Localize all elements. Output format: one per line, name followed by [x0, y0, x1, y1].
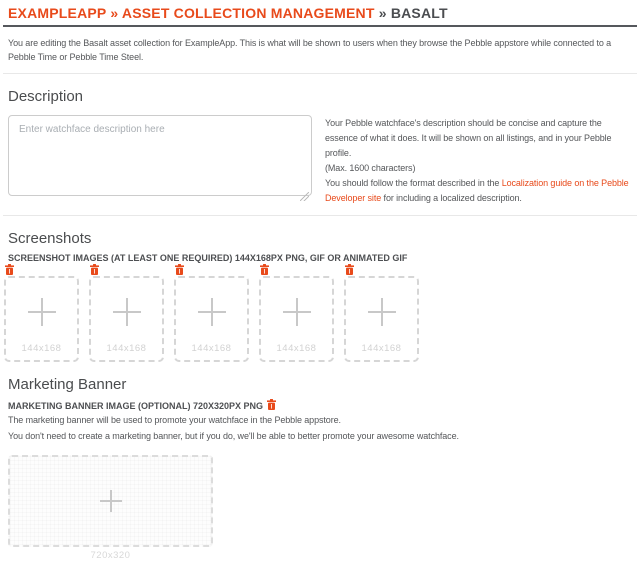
description-heading: Description [8, 88, 84, 105]
trash-icon[interactable] [89, 264, 99, 275]
plus-icon [368, 298, 396, 326]
screenshot-upload-slot[interactable] [259, 276, 334, 362]
slot-size-label: 144x168 [276, 343, 317, 354]
slot-size-label: 144x168 [361, 343, 402, 354]
marketing-banner-upload-slot[interactable] [8, 455, 213, 547]
marketing-banner-text-line1: The marketing banner will be used to promote your watchface in the Pebble appstore. [8, 415, 341, 425]
screenshot-slot [259, 264, 334, 362]
plus-icon [198, 298, 226, 326]
description-help-text: Your Pebble watchface's description should be concise and capture the essence of what it does. It will be shown on all listings, and in your Pebble profile. [325, 118, 612, 158]
screenshot-upload-slot[interactable] [174, 276, 249, 362]
section-divider [3, 73, 637, 74]
plus-icon [113, 298, 141, 326]
description-input[interactable] [8, 115, 312, 196]
intro-text: You are editing the Basalt asset collection for ExampleApp. This is what will be shown to users when they browse the Pebble appstore while connected to a Pebble Time or Pebble Time Steel. [8, 38, 612, 62]
screenshot-slot [344, 264, 419, 362]
marketing-banner-text-line2: You don't need to create a marketing banner, but if you do, we'll be able to better promote your awesome watchface. [8, 431, 459, 441]
plus-icon [28, 298, 56, 326]
screenshot-upload-slot[interactable] [89, 276, 164, 362]
screenshots-heading: Screenshots [8, 230, 92, 247]
screenshot-upload-slot[interactable] [344, 276, 419, 362]
header-rule [3, 25, 637, 27]
slot-size-label: 144x168 [106, 343, 147, 354]
screenshot-upload-slot[interactable] [4, 276, 79, 362]
trash-icon[interactable] [4, 264, 14, 275]
trash-icon[interactable] [344, 264, 354, 275]
marketing-banner-heading: Marketing Banner [8, 376, 127, 393]
breadcrumb [8, 5, 632, 21]
description-help-localization [325, 176, 632, 206]
breadcrumb-current-platform: BASALT [390, 5, 448, 21]
description-help [325, 115, 632, 206]
screenshot-slots [4, 264, 640, 362]
resize-handle-icon[interactable] [300, 192, 309, 201]
section-divider [3, 215, 637, 216]
marketing-banner-field-label [8, 399, 632, 411]
trash-icon[interactable] [267, 399, 276, 410]
help-text-after-link: for including a localized description. [381, 193, 522, 203]
screenshots-field-label: SCREENSHOT IMAGES (AT LEAST ONE REQUIRED) 144X168PX PNG, GIF OR ANIMATED GIF [8, 253, 408, 263]
breadcrumb-separator: » [378, 5, 387, 21]
localization-guide-link[interactable]: Localization guide on the Pebble Developer site [325, 178, 629, 203]
breadcrumb-link-app[interactable]: EXAMPLEAPP [8, 5, 107, 21]
description-input-wrap [8, 115, 312, 206]
asset-collection-page [0, 5, 640, 561]
slot-size-label: 144x168 [191, 343, 232, 354]
plus-icon [283, 298, 311, 326]
screenshot-slot [4, 264, 79, 362]
banner-size-label: 720x320 [90, 550, 131, 561]
trash-icon[interactable] [174, 264, 184, 275]
description-section [8, 115, 632, 206]
help-text-before-link: You should follow the format described in the [325, 178, 502, 188]
trash-icon[interactable] [259, 264, 269, 275]
description-help-max: (Max. 1600 characters) [325, 163, 416, 173]
screenshot-slot [174, 264, 249, 362]
breadcrumb-separator: » [110, 5, 119, 21]
slot-size-label: 144x168 [21, 343, 62, 354]
marketing-banner-label-text: MARKETING BANNER IMAGE (OPTIONAL) 720X320PX PNG [8, 401, 264, 411]
marketing-banner-area [8, 455, 213, 561]
screenshot-slot [89, 264, 164, 362]
plus-icon [100, 490, 122, 512]
breadcrumb-link-asset-collection[interactable]: ASSET COLLECTION MANAGEMENT [121, 5, 375, 21]
